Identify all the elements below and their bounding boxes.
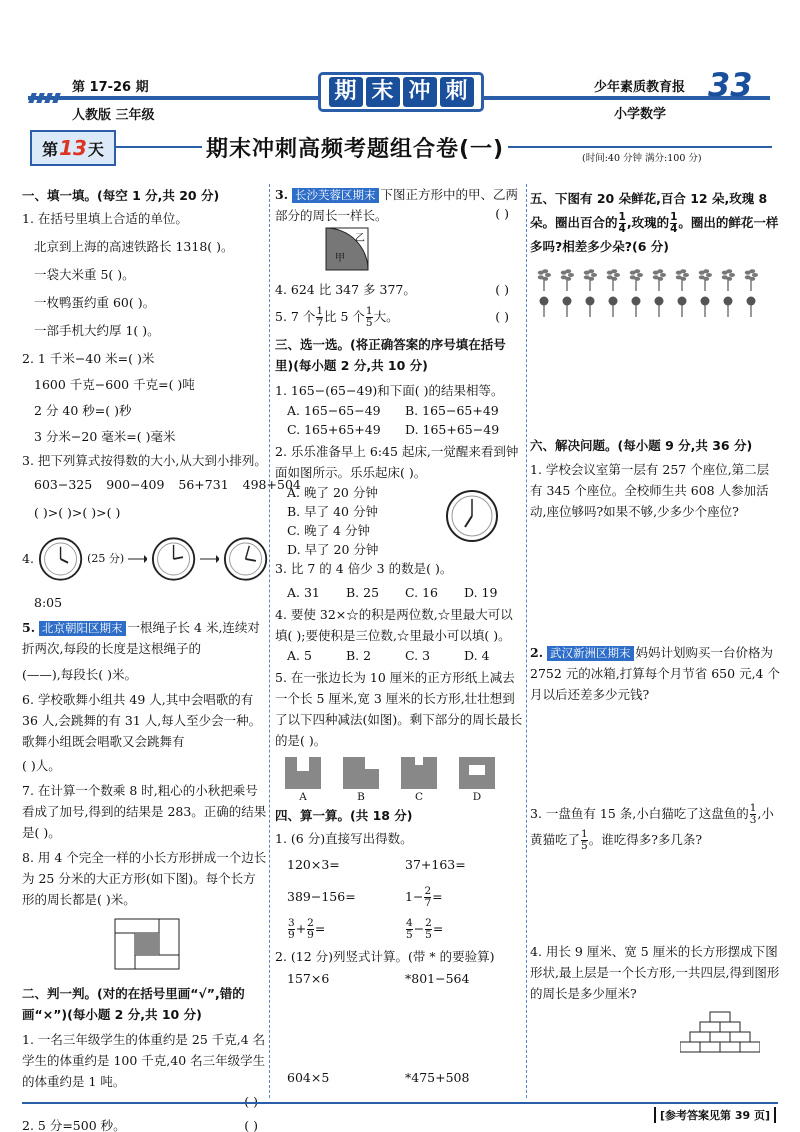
figure-label: A: [299, 791, 307, 803]
judge-question: 3. 长沙芙蓉区期末 下图正方形中的甲、乙两部分的周长一样长。: [275, 187, 519, 223]
option: A. 31: [287, 585, 320, 600]
text-part: 。谁吃得多?多几条?: [588, 832, 703, 847]
footer-rule: [22, 1102, 778, 1104]
fraction: [366, 306, 373, 329]
section-2-heading: 二、判一判。(对的在括号里画“√”,错的画“×”)(每小题 2 分,共 10 分): [22, 986, 245, 1022]
cutout-d-icon: [459, 757, 495, 789]
question-item: 3 分米−20 毫米=( )毫米: [34, 429, 176, 444]
question-text: [275, 306, 399, 329]
expression: 603−325: [34, 477, 93, 492]
rose-icon: [678, 297, 687, 318]
clock-icon: [445, 489, 499, 543]
choice-question: 3. 比 7 的 4 倍少 3 的数是( )。: [275, 561, 453, 576]
edition: 人教版 三年级: [72, 108, 155, 123]
text-part: 大。: [373, 308, 399, 324]
clock-question: [22, 529, 268, 589]
judge-question: [275, 304, 523, 330]
section-6-heading: 六、解决问题。(每小题 9 分,共 36 分): [530, 438, 753, 453]
choice-question: 5. 在一张边长为 10 厘米的正方形纸上减去一个长 5 厘米,宽 3 厘米的长方形,壮壮想到了以下四种减法(如图)。剩下部分的周长最长的是( )。: [275, 670, 523, 748]
option: D. 早了 20 分钟: [287, 542, 379, 557]
numerator: 1: [670, 211, 678, 223]
option: B. 25: [346, 585, 380, 600]
option: D. 165+65−49: [405, 422, 500, 437]
answer-reference: [参考答案见第 39 页]: [654, 1107, 776, 1123]
quarter-circle-figure: [325, 227, 523, 274]
question-item: 一袋大米重 5( )。: [34, 267, 135, 282]
banner: [318, 72, 484, 112]
banner-char: 刺: [440, 77, 474, 107]
q2-options-row: [275, 483, 523, 559]
answer-order: ( )>( )>( )>( ): [34, 505, 121, 520]
option: D. 4: [464, 648, 490, 663]
expression: 56+731: [178, 477, 229, 492]
question-item: 1600 千克−600 千克=( )吨: [34, 377, 195, 392]
denominator: 7: [316, 316, 324, 329]
option: B. 2: [346, 648, 372, 663]
day-post: 天: [87, 139, 104, 159]
duration-label: (25 分): [87, 552, 125, 565]
vertical-calc-row: [275, 971, 523, 986]
start-time: 8:05: [34, 595, 63, 610]
rose-icon: [609, 297, 618, 318]
lily-icon: [722, 269, 735, 291]
numerator: 1: [749, 802, 757, 814]
question: 2. (12 分)列竖式计算。(带 * 的要验算): [275, 949, 495, 964]
text-part: 比 5 个: [324, 308, 365, 324]
text-part: 五、下图有 20 朵鲜花,百合 12 朵,玫瑰 8 朵。圈出百合的: [530, 191, 768, 230]
section-4-heading: 四、算一算。(共 18 分): [275, 808, 413, 823]
answer-paren: ( ): [495, 309, 509, 324]
arrow-icon: [128, 554, 147, 564]
question: 6. 学校歌舞小组共 49 人,其中会唱歌的有 36 人,会跳舞的有 31 人,每人至少会一种。歌舞小组既会唱歌又会跳舞有: [22, 692, 262, 749]
option: B. 早了 40 分钟: [287, 504, 378, 519]
expression: 120×3=: [287, 857, 340, 872]
square-quarter-circle-icon: [325, 227, 377, 271]
option: D. 19: [464, 585, 498, 600]
expression: 498+504: [242, 477, 301, 492]
text-part: ,小黄猫吃了: [530, 806, 774, 847]
option: C. 16: [405, 585, 438, 600]
column-3: [530, 184, 780, 1099]
question-text: 2. 5 分=500 秒。: [22, 1118, 126, 1132]
numerator: 1: [581, 828, 588, 840]
rose-icon: [540, 297, 549, 318]
options: [275, 401, 523, 439]
arrow-icon: [200, 554, 219, 564]
question-text: 下图正方形中的甲、乙两部分的周长一样长。: [275, 187, 519, 223]
expression: *475+508: [405, 1070, 470, 1085]
lily-icon: [584, 269, 597, 291]
expression: 389−156=: [287, 889, 356, 904]
clock-icon: [151, 535, 196, 583]
clock-icon: [223, 535, 268, 583]
numerator: 1: [365, 304, 373, 317]
question: 1. (6 分)直接写出得数。: [275, 831, 413, 846]
flower-picture: [534, 267, 780, 322]
banner-char: 期: [329, 77, 363, 107]
brick-figure: [680, 1010, 780, 1063]
question-text: 妈妈计划购买一台价格为 2752 元的冰箱,打算每个月节省 650 元,4 个月以后还差多少元钱?: [530, 645, 780, 702]
denominator: 5: [425, 929, 432, 941]
rose-icon: [747, 297, 756, 318]
denominator: 7: [424, 897, 432, 909]
fraction: [288, 918, 295, 941]
time-score-note: (时间:40 分钟 满分:100 分): [582, 153, 702, 164]
flowers-icon: [534, 267, 774, 319]
denominator: 5: [365, 316, 373, 329]
option: B. 165−65+49: [405, 403, 499, 418]
fraction: [619, 212, 626, 235]
section-1-heading: 一、填一填。(每空 1 分,共 20 分): [22, 188, 220, 203]
fraction: [424, 886, 431, 909]
day-number: 13: [59, 136, 87, 160]
issue-range: 第 17-26 期: [72, 80, 149, 95]
judge-question: 1. 一名三年级学生的体重约是 25 千克,4 名学生的体重约是 100 千克,40 名三年级学生的体重约是 1 吨。: [22, 1032, 266, 1089]
figure-label: C: [414, 791, 424, 803]
option: A. 5: [287, 648, 312, 663]
expression: 604×5: [287, 1070, 330, 1085]
denominator: 5: [581, 840, 588, 852]
question-text: 4. 624 比 347 多 377。: [275, 282, 416, 297]
word-problem: 2. 武汉新洲区期末 妈妈计划购买一台价格为 2752 元的冰箱,打算每个月节省 650 元,4 个月以后还差多少元钱?: [530, 645, 780, 702]
expression: 157×6: [287, 971, 330, 986]
denominator: 4: [670, 223, 678, 235]
figure-label: D: [472, 791, 482, 803]
cutout-c-icon: [401, 757, 437, 789]
day-badge: [30, 130, 116, 166]
choice-question: 4. 要使 32×☆的积是两位数,☆里最大可以填( );要使积是三位数,☆里最小可以填( )。: [275, 607, 513, 643]
figure-label: B: [357, 791, 365, 803]
lily-icon: [699, 269, 712, 291]
fraction: [425, 918, 432, 941]
question-item: 一部手机大约厚 1( )。: [34, 323, 160, 338]
page-title: 期末冲刺高频考题组合卷(一): [202, 132, 508, 163]
lily-icon: [561, 269, 574, 291]
denominator: 5: [406, 929, 413, 941]
cutout-figures: [285, 757, 523, 789]
fraction: [406, 918, 413, 941]
cutout-a-icon: [285, 757, 321, 789]
numerator: 1: [618, 211, 626, 223]
question-answer: ( )人。: [22, 758, 61, 773]
lily-icon: [538, 269, 551, 291]
rectangles-figure-icon: [114, 918, 180, 970]
question: 2. 1 千米−40 米=( )米: [22, 351, 155, 366]
source-tag: 武汉新洲区期末: [547, 646, 634, 661]
lily-icon: [653, 269, 666, 291]
text-part: ,玫瑰的: [626, 215, 670, 230]
banner-char: 末: [366, 77, 400, 107]
clock-icon: [38, 535, 83, 583]
question: 7. 在计算一个数乘 8 时,粗心的小秋把乘号看成了加号,得到的结果是 283。正确的结果是( )。: [22, 783, 267, 840]
section-3-heading: 三、选一选。(将正确答案的序号填在括号里)(每小题 2 分,共 10 分): [275, 337, 506, 373]
expression: 900−409: [106, 477, 165, 492]
label-jia: 甲: [335, 253, 345, 264]
source-tag: 北京朝阳区期末: [39, 621, 126, 636]
question: 1. 在括号里填上合适的单位。: [22, 211, 188, 226]
word-problem: 4. 用长 9 厘米、宽 5 厘米的长方形摆成下图形状,最上层是一个长方形,一共四层,得到图形的周长是多少厘米?: [530, 944, 780, 1001]
column-divider: [269, 184, 270, 1098]
rose-icon: [586, 297, 595, 318]
word-problem: 1. 学校会议室第一层有 257 个座位,第二层有 345 个座位。全校师生共 608 人参加活动,座位够吗?如果不够,少多少个座位?: [530, 462, 770, 519]
figure-labels: [285, 791, 523, 803]
section-5-heading: [530, 187, 780, 259]
question-item: 2 分 40 秒=( )秒: [34, 403, 132, 418]
cutout-b-icon: [343, 757, 379, 789]
choice-question: 1. 165−(65−49)和下面( )的结果相等。: [275, 383, 504, 398]
judge-question: [22, 1116, 268, 1132]
square-figure: [114, 918, 268, 973]
fraction: [670, 212, 677, 235]
question-item: 一枚鸭蛋约重 60( )。: [34, 295, 156, 310]
text-part: 3. 一盘鱼有 15 条,小白猫吃了这盘鱼的: [530, 806, 749, 821]
expression: 37+163=: [405, 857, 466, 872]
rose-icon: [632, 297, 641, 318]
subject: 小学数学: [614, 107, 667, 122]
expression-list: [22, 475, 301, 495]
question: 5. 北京朝阳区期末 一根绳子长 4 米,连续对折两次,每段的长度是这根绳子的: [22, 620, 260, 656]
question-number: 4.: [22, 551, 34, 566]
options: [275, 483, 445, 559]
rose-icon: [701, 297, 710, 318]
numerator: 2: [307, 917, 314, 929]
fraction: [581, 829, 588, 852]
rose-icon: [724, 297, 733, 318]
numerator: 3: [288, 917, 295, 929]
option: C. 3: [405, 648, 431, 663]
rose-icon: [655, 297, 664, 318]
text-part: 。圈出的鲜花一样多吗?相差多少朵?(6 分): [530, 215, 779, 254]
lily-icon: [745, 269, 758, 291]
numerator: 4: [406, 917, 413, 929]
choice-question: 2. 乐乐准备早上 6:45 起床,一觉醒来看到钟面如图所示。乐乐起床( )。: [275, 444, 519, 480]
vertical-calc-row: [275, 1070, 523, 1085]
newspaper-name: 少年素质教育报: [594, 80, 686, 95]
option: A. 165−65−49: [287, 403, 381, 418]
fraction: [316, 306, 323, 329]
lily-icon: [607, 269, 620, 291]
answer-paren: ( ): [495, 282, 509, 297]
source-tag: 长沙芙蓉区期末: [292, 188, 379, 203]
rose-icon: [563, 297, 572, 318]
question: 8. 用 4 个完全一样的小长方形拼成一个边长为 25 分米的大正方形(如下图)。每个长方形的周长都是( )米。: [22, 850, 267, 907]
judge-question: [275, 280, 523, 300]
denominator: 3: [749, 814, 757, 826]
answer-paren: ( ): [495, 206, 509, 221]
option: C. 165+65+49: [287, 422, 381, 437]
numerator: 2: [425, 917, 432, 929]
banner-char: 冲: [403, 77, 437, 107]
option: C. 晚了 4 分钟: [287, 523, 370, 538]
page-number: 33: [708, 66, 753, 104]
expression: $\frac{3}{9}$ + $\frac{2}{9}$ =: [288, 917, 326, 941]
question-item: 北京到上海的高速铁路长 1318( )。: [34, 239, 234, 254]
denominator: 4: [618, 223, 626, 235]
question: 3. 把下列算式按得数的大小,从大到小排列。: [22, 453, 267, 468]
options: [275, 583, 523, 602]
lily-icon: [676, 269, 689, 291]
option: A. 晚了 20 分钟: [287, 485, 378, 500]
denominator: 9: [307, 929, 314, 941]
word-problem: [530, 801, 780, 853]
expression: *801−564: [405, 971, 470, 986]
text-part: 5. 7 个: [275, 308, 316, 324]
column-2: [275, 184, 523, 1099]
lily-icon: [630, 269, 643, 291]
fraction: [750, 803, 757, 826]
rectangle-stack-icon: [680, 1010, 760, 1060]
text-part: 1−: [405, 889, 424, 904]
label-yi: 乙: [355, 233, 365, 244]
numerator: 2: [424, 885, 432, 897]
expression: 1− $\frac{2}{7}$ =: [405, 885, 443, 909]
options: [275, 646, 523, 665]
question-text: 一根绳子长 4 米,连续对折两次,每段的长度是这根绳子的: [22, 620, 260, 656]
question-answer: (——),每段长( )米。: [22, 667, 137, 682]
column-divider: [526, 184, 527, 1098]
denominator: 9: [288, 929, 295, 941]
mental-calc-grid: [275, 853, 523, 941]
answer-paren: ( ): [244, 1118, 258, 1132]
day-pre: 第: [42, 139, 59, 159]
numerator: 1: [316, 304, 324, 317]
fraction: [307, 918, 314, 941]
expression: $\frac{4}{5}$ − $\frac{2}{5}$ =: [406, 917, 444, 941]
